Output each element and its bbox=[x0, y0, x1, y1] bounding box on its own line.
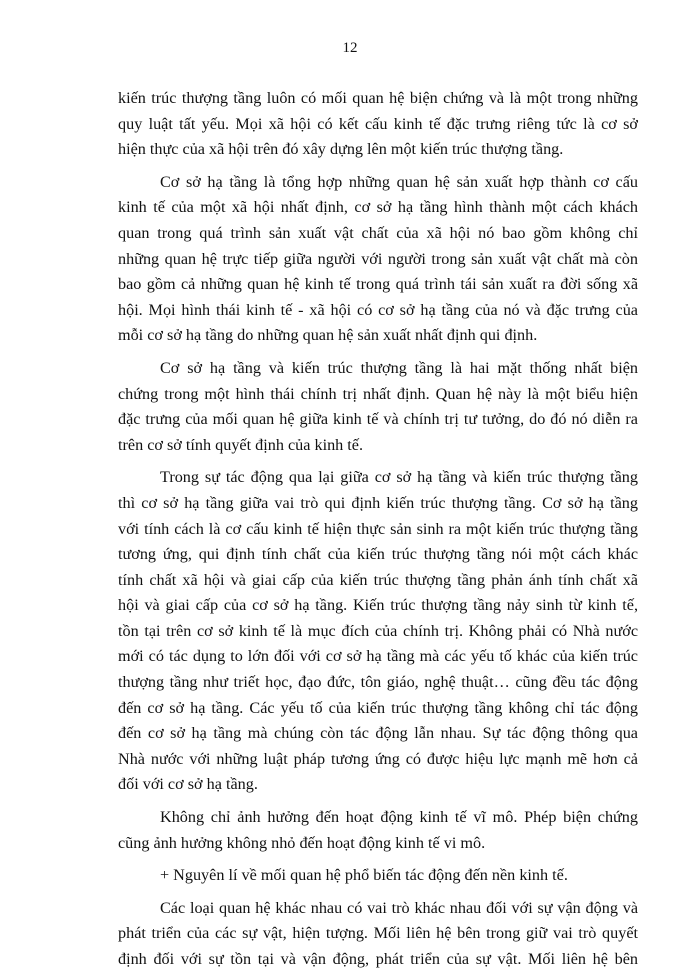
text-line: hội và giai cấp của cơ sở hạ tầng. Kiến trúc thượng tầng nảy sinh từ kinh tế, bbox=[118, 596, 638, 615]
text-line: quan trong quá trình sản xuất vật chất của xã hội nó bao gồm không chỉ bbox=[118, 223, 638, 242]
text-line: Trong sự tác động qua lại giữa cơ sở hạ tầng và kiến trúc thượng tầng bbox=[160, 468, 638, 487]
text-line: cũng ảnh hưởng không nhỏ đến hoạt động kinh tế vi mô. bbox=[118, 833, 486, 852]
text-line: + Nguyên lí về mối quan hệ phổ biến tác động đến nền kinh tế. bbox=[160, 866, 568, 885]
page-number: 12 bbox=[342, 40, 358, 56]
text-line: Cơ sở hạ tầng và kiến trúc thượng tầng là hai mặt thống nhất biện bbox=[160, 358, 638, 377]
text-line: mỗi cơ sở hạ tầng do những quan hệ sản xuất nhất định qui định. bbox=[118, 326, 538, 345]
body-text bbox=[118, 86, 638, 973]
paragraph bbox=[118, 170, 638, 349]
text-line: đến cơ sở hạ tầng mà chúng còn tác động lẫn nhau. Sự tác động thông qua bbox=[118, 724, 638, 743]
text-line: đối với cơ sở hạ tầng. bbox=[118, 775, 258, 794]
text-line: phát triển của các sự vật, hiện tượng. Mối liên hệ bên trong giữ vai trò quyết bbox=[118, 924, 638, 943]
text-line: hội. Mọi hình thái kinh tế - xã hội có cơ sở hạ tầng của nó và đặc trưng của bbox=[118, 300, 638, 319]
paragraph bbox=[118, 465, 638, 798]
text-line: định đối với sự tồn tại và vận động, phát triển của sự vật. Mối liên hệ bên bbox=[118, 950, 638, 968]
text-line: thượng tầng như triết học, đạo đức, tôn giáo, nghệ thuật… cũng đều tác động bbox=[118, 673, 638, 692]
paragraph bbox=[118, 356, 638, 458]
paragraph bbox=[118, 896, 638, 973]
text-line: quy luật tất yếu. Mọi xã hội có kết cấu kinh tế đặc trưng riêng tức là cơ sở bbox=[118, 114, 638, 133]
text-line: bao gồm cả những quan hệ kinh tế trong quá trình tái sản xuất ra đời sống xã bbox=[118, 275, 638, 294]
paragraph bbox=[118, 86, 638, 163]
text-line: đến cơ sở hạ tầng. Các yếu tố của kiến trúc thượng tầng không chỉ tác động bbox=[118, 698, 638, 717]
text-line: với tính cách là cơ cấu kinh tế hiện thực sản sinh ra một kiến trúc thượng tầng bbox=[118, 519, 638, 538]
paragraph bbox=[118, 863, 638, 889]
paragraph bbox=[118, 805, 638, 856]
text-line: hiện thực của xã hội trên đó xây dựng lên một kiến trúc thượng tầng. bbox=[118, 140, 564, 159]
text-line: Các loại quan hệ khác nhau có vai trò khác nhau đối với sự vận động và bbox=[160, 898, 638, 917]
text-line: đặc trưng của mối quan hệ giữa kinh tế và chính trị tư tưởng, do đó nó diễn ra bbox=[118, 410, 638, 429]
text-line: kiến trúc thượng tầng luôn có mối quan hệ biện chứng và là một trong những bbox=[118, 89, 638, 107]
text-line: những quan hệ trực tiếp giữa người với người trong sản xuất vật chất mà còn bbox=[118, 249, 638, 268]
text-line: Không chỉ ảnh hưởng đến hoạt động kinh tế vĩ mô. Phép biện chứng bbox=[160, 808, 638, 827]
text-line: trên cơ sở tính quyết định của kinh tế. bbox=[118, 435, 364, 454]
text-line: tồn tại trên cơ sở kinh tế là mục đích của chính trị. Không phải có Nhà nước bbox=[118, 621, 638, 640]
text-line: kinh tế của một xã hội nhất định, cơ sở hạ tầng hình thành một cách khách bbox=[118, 198, 638, 217]
text-line: Cơ sở hạ tầng là tổng hợp những quan hệ sản xuất hợp thành cơ cấu bbox=[160, 172, 638, 191]
text-line: Nhà nước với những luật pháp tương ứng có được hiệu lực mạnh mẽ hơn cả bbox=[118, 749, 638, 768]
text-line: chứng trong một hình thái chính trị nhất định. Quan hệ này là một biểu hiện bbox=[118, 384, 638, 403]
text-line: tương ứng, qui định tính chất của kiến trúc thượng tầng nói một cách khác bbox=[118, 545, 638, 564]
text-line: thì cơ sở hạ tầng giữa vai trò qui định kiến trúc thượng tầng. Cơ sở hạ tầng bbox=[118, 493, 638, 512]
text-line: tính chất xã hội và giai cấp của kiến trúc thượng tầng phản ánh tính chất xã bbox=[118, 570, 638, 589]
text-line: mới có tác dụng to lớn đối với cơ sở hạ tầng mà các yếu tố khác của kiến trúc bbox=[118, 647, 638, 666]
